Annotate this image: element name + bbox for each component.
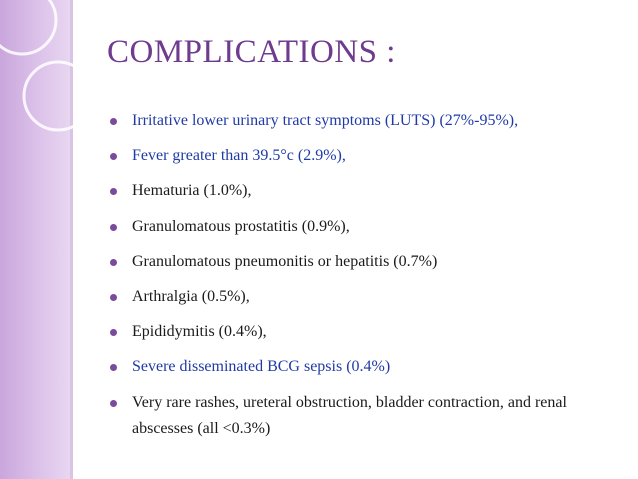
list-item xyxy=(110,354,630,380)
bullet-dot-icon xyxy=(110,224,117,231)
list-item xyxy=(110,390,630,442)
bullet-dot-icon xyxy=(110,329,117,336)
bullet-dot-icon xyxy=(110,364,117,371)
list-item xyxy=(110,319,630,345)
list-item xyxy=(110,108,630,134)
slide-title: COMPLICATIONS : xyxy=(107,34,396,70)
list-item-text: Granulomatous prostatitis (0.9%), xyxy=(132,217,350,235)
bullet-dot-icon xyxy=(110,153,117,160)
bullet-dot-icon xyxy=(110,400,117,407)
list-item-text: Granulomatous pneumonitis or hepatitis (0.7%) xyxy=(132,252,438,270)
list-item xyxy=(110,214,630,240)
bullet-dot-icon xyxy=(110,118,117,125)
list-item-text: Severe disseminated BCG sepsis (0.4%) xyxy=(132,358,391,376)
complications-list xyxy=(110,108,630,451)
list-item xyxy=(110,178,630,204)
decorative-rings-icon xyxy=(0,0,110,140)
list-item-text: Very rare rashes, ureteral obstruction, bladder contraction, and renal abscesses (all <0.3%) xyxy=(132,393,567,437)
bullet-dot-icon xyxy=(110,188,117,195)
list-item xyxy=(110,249,630,275)
list-item-text: Fever greater than 39.5°c (2.9%), xyxy=(132,147,346,165)
bullet-dot-icon xyxy=(110,259,117,266)
list-item-text: Irritative lower urinary tract symptoms (LUTS) (27%-95%), xyxy=(132,112,519,129)
list-item-text: Hematuria (1.0%), xyxy=(132,182,252,200)
list-item xyxy=(110,143,630,169)
list-item xyxy=(110,284,630,310)
list-item-text: Arthralgia (0.5%), xyxy=(132,287,250,305)
bullet-dot-icon xyxy=(110,294,117,301)
list-item-text: Epididymitis (0.4%), xyxy=(132,323,267,341)
